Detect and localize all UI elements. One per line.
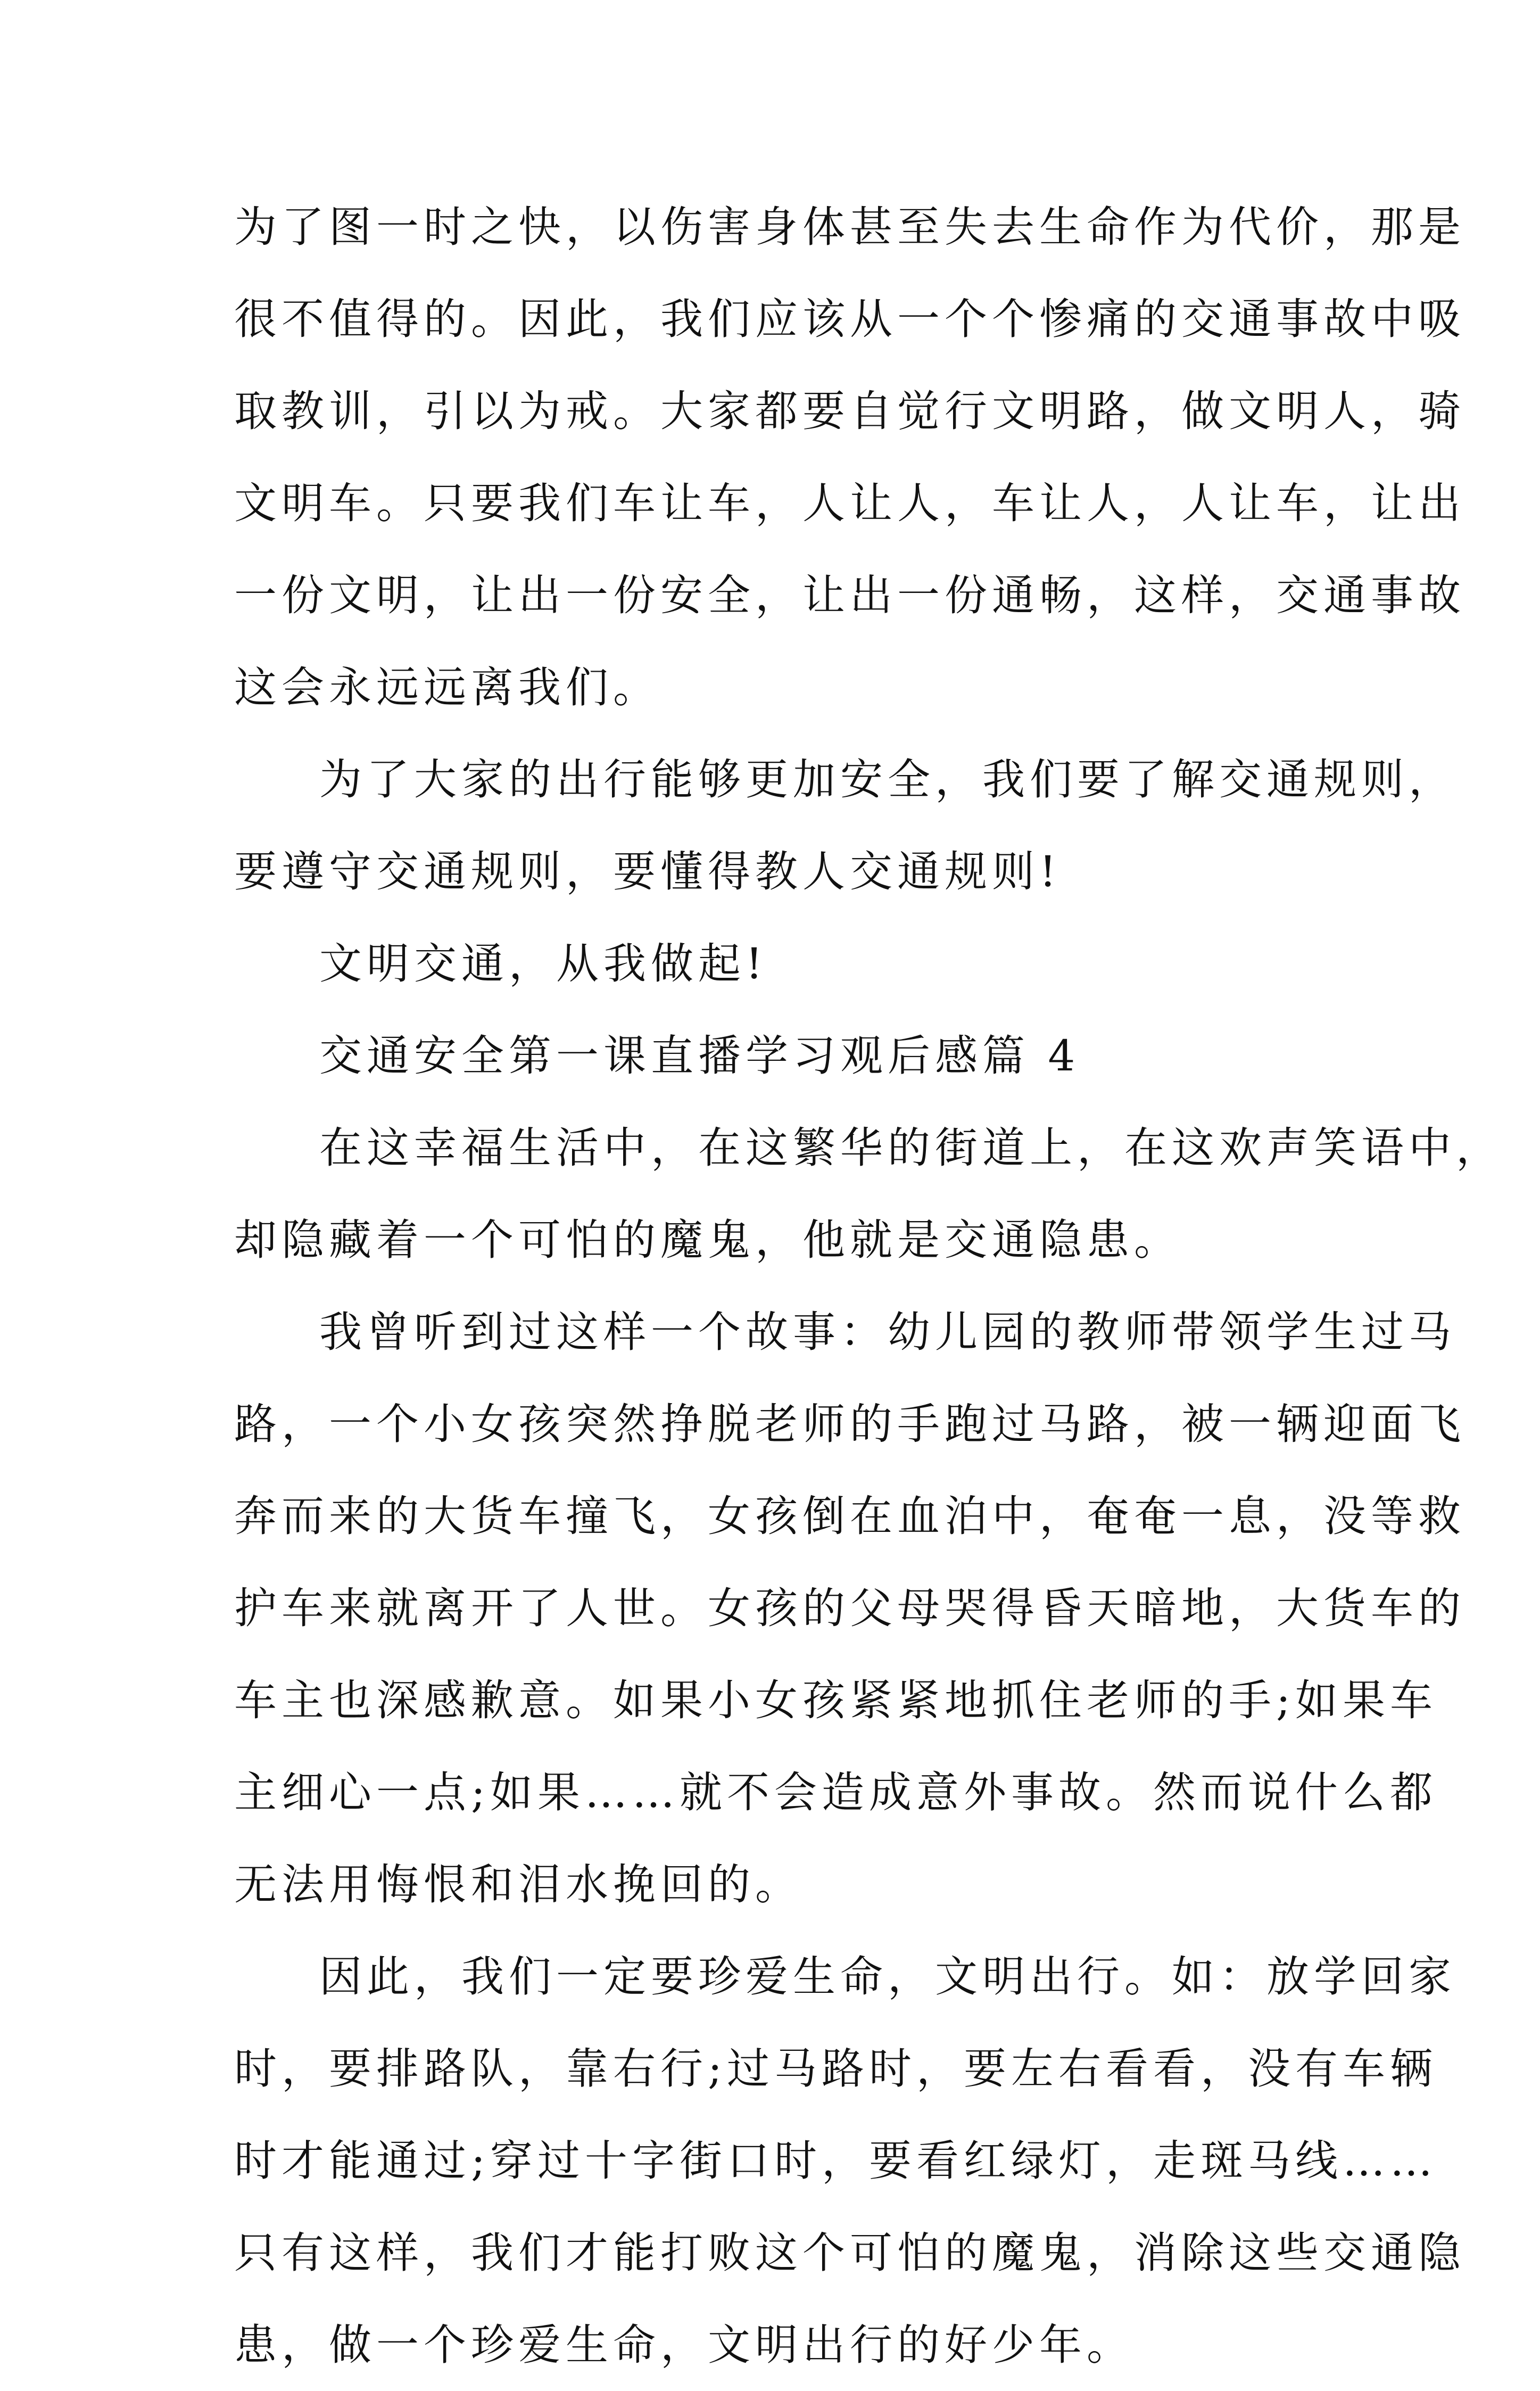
text-line: 奔而来的大货车撞飞，女孩倒在血泊中，奄奄一息，没等救 bbox=[234, 1491, 1466, 1541]
text-line: 取教训，引以为戒。大家都要自觉行文明路，做文明人，骑 bbox=[234, 386, 1466, 436]
text-line: 路，一个小女孩突然挣脱老师的手跑过马路，被一辆迎面飞 bbox=[234, 1399, 1466, 1449]
text-line: 车主也深感歉意。如果小女孩紧紧地抓住老师的手;如果车 bbox=[234, 1676, 1437, 1725]
body-text bbox=[234, 181, 1503, 2391]
paragraph-first-line: 为了大家的出行能够更加安全，我们要了解交通规则， bbox=[319, 755, 1456, 804]
text-line: 患，做一个珍爱生命，文明出行的好少年。 bbox=[234, 2320, 1134, 2370]
text-line: 文明车。只要我们车让车，人让人，车让人，人让车，让出 bbox=[234, 479, 1466, 528]
section-heading: 交通安全第一课直播学习观后感篇 4 bbox=[319, 1031, 1080, 1081]
text-line: 无法用悔恨和泪水挽回的。 bbox=[234, 1860, 802, 1909]
text-line: 为了图一时之快，以伤害身体甚至失去生命作为代价，那是 bbox=[234, 202, 1466, 252]
text-line: 时才能通过;穿过十字街口时，要看红绿灯，走斑马线…… bbox=[234, 2136, 1437, 2186]
text-line: 要遵守交通规则，要懂得教人交通规则! bbox=[234, 847, 1062, 896]
paragraph-first-line: 因此，我们一定要珍爱生命，文明出行。如：放学回家 bbox=[319, 1952, 1456, 2001]
text-line: 一份文明，让出一份安全，让出一份通畅，这样，交通事故 bbox=[234, 571, 1466, 620]
text-line: 很不值得的。因此，我们应该从一个个惨痛的交通事故中吸 bbox=[234, 294, 1466, 344]
paragraph-first-line: 文明交通，从我做起! bbox=[319, 939, 768, 988]
text-line: 这会永远远离我们。 bbox=[234, 663, 660, 712]
text-line: 时，要排路队，靠右行;过马路时，要左右看看，没有车辆 bbox=[234, 2044, 1437, 2093]
paragraph-first-line: 在这幸福生活中，在这繁华的街道上，在这欢声笑语中， bbox=[319, 1123, 1503, 1173]
text-line: 护车来就离开了人世。女孩的父母哭得昏天暗地，大货车的 bbox=[234, 1584, 1466, 1633]
text-line: 主细心一点;如果……就不会造成意外事故。然而说什么都 bbox=[234, 1768, 1437, 1817]
text-line: 却隐藏着一个可怕的魔鬼，他就是交通隐患。 bbox=[234, 1215, 1181, 1265]
text-line: 只有这样，我们才能打败这个可怕的魔鬼，消除这些交通隐 bbox=[234, 2228, 1466, 2278]
paragraph-first-line: 我曾听到过这样一个故事：幼儿园的教师带领学生过马 bbox=[319, 1307, 1456, 1357]
